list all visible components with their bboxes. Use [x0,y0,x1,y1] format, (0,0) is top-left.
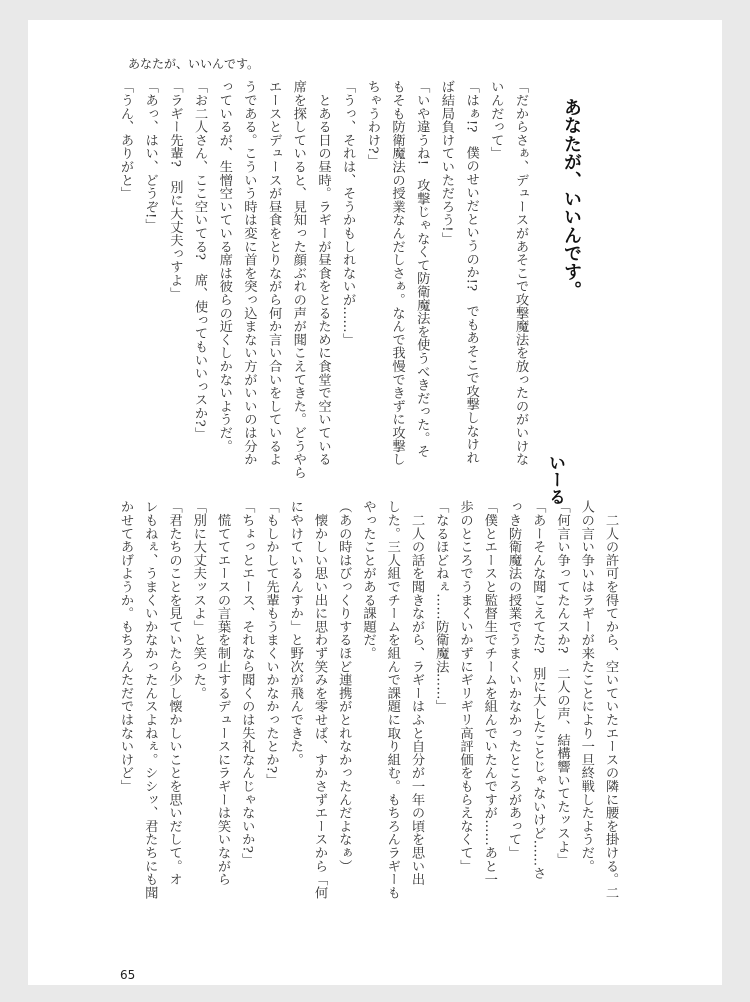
text-line: 懐かしい思い出に思わず笑みを零せば、すかさずエースから「何 [312,500,327,899]
text-line: 「あーそんな聞こえてた? 別に大したことじゃないけど……さ [530,500,546,880]
text-line: 歩のところでうまくいかずにギリギリ高評価をもらえなくて」 [457,500,473,873]
text-line: とある日の昼時。ラギーが昼食をとるために食堂で空いている [315,80,331,466]
text-line: っているが、生憎空いている席は彼らの近くしかないようだ。 [216,80,232,453]
text-line: 慌ててエースの言葉を制止するデュースにラギーは笑いながら [215,500,230,886]
text-line: レもねぇ、うまくいかなかったんスよねぇ。シシッ、君たちにも聞 [142,500,158,899]
author-name: いーる [545,454,565,505]
text-line: 「ちょっとエース、それなら聞くのは失礼なんじゃないか?」 [239,500,255,867]
text-line: っき防衛魔法の授業でうまくいかなかったところがあって」 [506,500,521,860]
top-text-block [112,80,532,479]
text-line: 「いや違うね! 攻撃じゃなくて防衛魔法を使うべきだった。そ [414,80,430,458]
text-line: 「ラギー先輩? 別に大丈夫っすよ」 [167,80,183,300]
text-line: 「なるほどねぇ……防衛魔法……」 [433,500,449,713]
text-line: エースとデュースが昼食をとりながら何か言い合いをしているよ [266,80,282,466]
text-line: ちゃうわけ?」 [364,80,380,167]
text-line: やったことがある課題だ。 [360,500,376,660]
text-line: 二人の話を聞きながら、ラギーはふと自分が一年の頃を思い出 [409,500,424,886]
bottom-text-block [113,500,622,899]
text-line: いんだって」 [488,80,504,160]
text-line: 「うっ、それは、そうかもしれないが……」 [340,80,356,346]
text-line: 「だからさぁ、デュースがあそこで攻撃魔法を放ったのがいけな [513,80,528,466]
text-line: 席を探していると、見知った顔ぶれの声が聞こえてきた。どうやら [290,80,306,479]
text-line: 「うん、ありがと」 [118,80,133,200]
text-line: 「はぁ!? 僕のせいだというのか!? でもあそこで攻撃しなけれ [463,80,479,465]
text-line: した。三人組でチームを組んで課題に取り組む。もちろんラギーも [384,500,400,899]
text-line: うである。こういう時は変に首を突っ込まない方がいいのは分か [241,80,257,466]
page-number: 65 [120,968,136,982]
text-line: にやけているんすか」と野次が飛んできた。 [287,500,303,766]
text-line: かせてあげようか。もちろんただではないけど」 [118,500,133,793]
text-line: 「あっ、はい、どうぞ!」 [142,80,158,232]
text-line: ば結局負けていただろう!」 [438,80,454,245]
text-line: 二人の許可を得てから、空いていたエースの隣に腰を掛ける。二 [603,500,618,899]
text-line: もそも防衛魔法の授業なんだしさぁ。なんで我慢できずに攻撃し [389,80,405,466]
running-head: あなたが、いいんです。 [128,57,260,71]
text-line: 「別に大丈夫ッスよ」と笑った。 [190,500,206,700]
text-line: 「お二人さん、ここ空いてる? 席、使ってもいいっスか?」 [192,80,208,441]
text-line: 「もしかして先輩もうまくいかなかったとか?」 [263,500,279,787]
text-line: 「僕とエースと監督生でチームを組んでいたんですが……あと一 [481,500,497,886]
text-line: 「何言い争ってたんスか? 二人の声、結構響いてたッスよ」 [554,500,570,867]
text-line: 人の言い争いはラギーが来たことにより一旦終戦したようだ。 [578,500,594,873]
story-title: あなたが、いいんです。 [561,98,582,300]
text-line: 「君たちのことを見ていたら少し懐かしいことを思いだして。オ [166,500,182,886]
text-line: （あの時はびっくりするほど連携がとれなかったんだよなぁ） [336,500,352,873]
